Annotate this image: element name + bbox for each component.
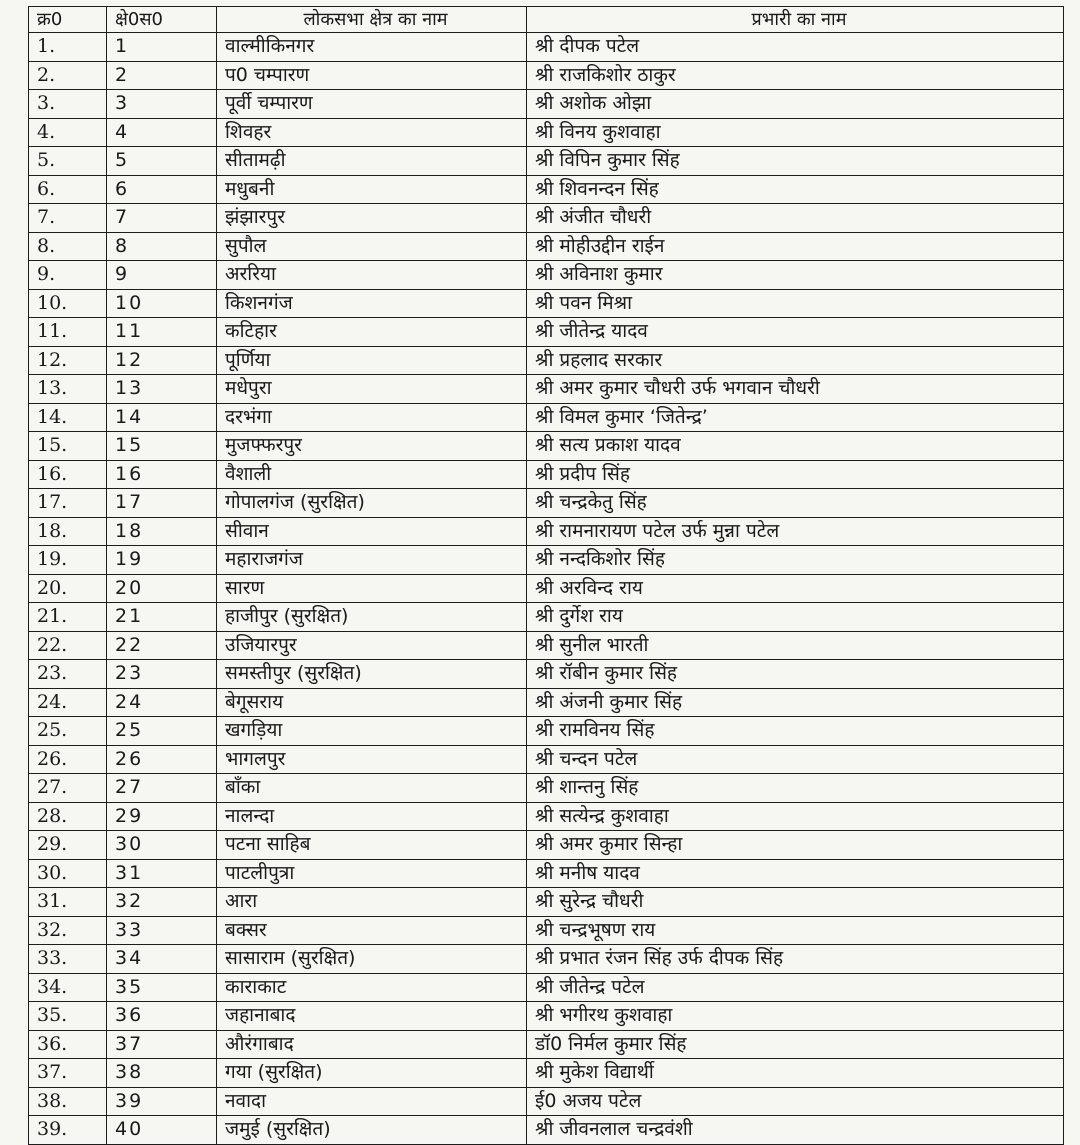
constituency-no-cell: 26 (107, 745, 217, 774)
incharge-name-cell: श्री अंजनी कुमार सिंह (527, 688, 1064, 717)
serial-cell: 29. (29, 831, 107, 860)
constituency-name-cell: सारण (217, 574, 527, 603)
incharge-name-cell: श्री पवन मिश्रा (527, 289, 1064, 318)
constituency-no-cell: 34 (107, 945, 217, 974)
incharge-name-cell: श्री सुरेन्द्र चौधरी (527, 888, 1064, 917)
constituency-name-cell: सासाराम (सुरक्षित) (217, 945, 527, 974)
incharge-name-cell: श्री चन्दन पटेल (527, 745, 1064, 774)
incharge-name-cell: श्री सुनील भारती (527, 631, 1064, 660)
incharge-name-cell: श्री जीतेन्द्र यादव (527, 318, 1064, 347)
table-row (29, 1059, 1064, 1088)
incharge-name-cell: श्री दीपक पटेल (527, 33, 1064, 62)
table-row (29, 90, 1064, 119)
table-row (29, 1116, 1064, 1145)
constituency-no-cell: 31 (107, 859, 217, 888)
constituency-name-cell: पाटलीपुत्रा (217, 859, 527, 888)
incharge-name-cell: श्री सत्येन्द्र कुशवाहा (527, 802, 1064, 831)
constituency-name-cell: अररिया (217, 261, 527, 290)
constituency-name-cell: झंझारपुर (217, 204, 527, 233)
constituency-name-cell: दरभंगा (217, 403, 527, 432)
table-row (29, 973, 1064, 1002)
table-row (29, 916, 1064, 945)
constituency-name-cell: प0 चम्पारण (217, 61, 527, 90)
constituency-name-cell: किशनगंज (217, 289, 527, 318)
constituency-name-cell: समस्तीपुर (सुरक्षित) (217, 660, 527, 689)
constituency-no-cell: 5 (107, 147, 217, 176)
table-row (29, 802, 1064, 831)
constituency-no-cell: 12 (107, 346, 217, 375)
constituency-no-cell: 29 (107, 802, 217, 831)
table-row (29, 33, 1064, 62)
incharge-name-cell: श्री रामनारायण पटेल उर्फ मुन्ना पटेल (527, 517, 1064, 546)
table-row (29, 660, 1064, 689)
serial-cell: 10. (29, 289, 107, 318)
serial-cell: 20. (29, 574, 107, 603)
constituency-name-cell: बाँका (217, 774, 527, 803)
incharge-name-cell: ई0 अजय पटेल (527, 1087, 1064, 1116)
constituency-no-cell: 35 (107, 973, 217, 1002)
serial-cell: 6. (29, 175, 107, 204)
table-row (29, 403, 1064, 432)
table-row (29, 745, 1064, 774)
incharge-name-cell: श्री चन्द्रकेतु सिंह (527, 489, 1064, 518)
constituency-name-cell: सीवान (217, 517, 527, 546)
serial-cell: 28. (29, 802, 107, 831)
constituency-no-cell: 1 (107, 33, 217, 62)
constituency-name-cell: मधेपुरा (217, 375, 527, 404)
constituency-name-cell: गोपालगंज (सुरक्षित) (217, 489, 527, 518)
table-row (29, 204, 1064, 233)
serial-cell: 9. (29, 261, 107, 290)
serial-cell: 5. (29, 147, 107, 176)
table-row (29, 318, 1064, 347)
constituency-no-cell: 20 (107, 574, 217, 603)
table-row (29, 489, 1064, 518)
constituency-name-cell: औरंगाबाद (217, 1030, 527, 1059)
incharge-name-cell: श्री भगीरथ कुशवाहा (527, 1002, 1064, 1031)
serial-cell: 17. (29, 489, 107, 518)
incharge-name-cell: श्री अंजीत चौधरी (527, 204, 1064, 233)
incharge-name-cell: श्री प्रभात रंजन सिंह उर्फ दीपक सिंह (527, 945, 1064, 974)
constituency-no-cell: 11 (107, 318, 217, 347)
constituency-no-cell: 22 (107, 631, 217, 660)
serial-cell: 32. (29, 916, 107, 945)
incharge-name-cell: श्री प्रहलाद सरकार (527, 346, 1064, 375)
table-row (29, 888, 1064, 917)
incharge-name-cell: डॉ0 निर्मल कुमार सिंह (527, 1030, 1064, 1059)
table-row (29, 631, 1064, 660)
incharge-name-cell: श्री रामविनय सिंह (527, 717, 1064, 746)
header-incharge-name: प्रभारी का नाम (527, 7, 1064, 33)
serial-cell: 34. (29, 973, 107, 1002)
incharge-name-cell: श्री प्रदीप सिंह (527, 460, 1064, 489)
constituency-name-cell: वैशाली (217, 460, 527, 489)
serial-cell: 35. (29, 1002, 107, 1031)
incharge-name-cell: श्री विनय कुशवाहा (527, 118, 1064, 147)
incharge-name-cell: श्री जीवनलाल चन्द्रवंशी (527, 1116, 1064, 1145)
constituency-name-cell: नवादा (217, 1087, 527, 1116)
header-constituency-name: लोकसभा क्षेत्र का नाम (217, 7, 527, 33)
serial-cell: 7. (29, 204, 107, 233)
table-row (29, 831, 1064, 860)
incharge-table (28, 6, 1064, 1145)
serial-cell: 19. (29, 546, 107, 575)
constituency-no-cell: 9 (107, 261, 217, 290)
table-row (29, 346, 1064, 375)
constituency-no-cell: 32 (107, 888, 217, 917)
constituency-no-cell: 38 (107, 1059, 217, 1088)
constituency-no-cell: 10 (107, 289, 217, 318)
serial-cell: 4. (29, 118, 107, 147)
constituency-name-cell: खगड़िया (217, 717, 527, 746)
constituency-no-cell: 17 (107, 489, 217, 518)
serial-cell: 16. (29, 460, 107, 489)
constituency-name-cell: सीतामढ़ी (217, 147, 527, 176)
constituency-name-cell: सुपौल (217, 232, 527, 261)
constituency-name-cell: उजियारपुर (217, 631, 527, 660)
constituency-name-cell: शिवहर (217, 118, 527, 147)
constituency-name-cell: आरा (217, 888, 527, 917)
constituency-name-cell: हाजीपुर (सुरक्षित) (217, 603, 527, 632)
constituency-name-cell: वाल्मीकिनगर (217, 33, 527, 62)
table-row (29, 1087, 1064, 1116)
constituency-no-cell: 21 (107, 603, 217, 632)
constituency-name-cell: पूर्वी चम्पारण (217, 90, 527, 119)
constituency-no-cell: 23 (107, 660, 217, 689)
table-row (29, 175, 1064, 204)
serial-cell: 15. (29, 432, 107, 461)
incharge-name-cell: श्री सत्य प्रकाश यादव (527, 432, 1064, 461)
table-row (29, 517, 1064, 546)
incharge-name-cell: श्री मुकेश विद्यार्थी (527, 1059, 1064, 1088)
incharge-name-cell: श्री विपिन कुमार सिंह (527, 147, 1064, 176)
table-row (29, 688, 1064, 717)
constituency-no-cell: 37 (107, 1030, 217, 1059)
serial-cell: 3. (29, 90, 107, 119)
incharge-name-cell: श्री मोहीउद्दीन राईन (527, 232, 1064, 261)
constituency-no-cell: 15 (107, 432, 217, 461)
serial-cell: 22. (29, 631, 107, 660)
incharge-name-cell: श्री जीतेन्द्र पटेल (527, 973, 1064, 1002)
serial-cell: 36. (29, 1030, 107, 1059)
table-row (29, 118, 1064, 147)
incharge-name-cell: श्री नन्दकिशोर सिंह (527, 546, 1064, 575)
table-row (29, 375, 1064, 404)
table-row (29, 289, 1064, 318)
constituency-name-cell: काराकाट (217, 973, 527, 1002)
constituency-name-cell: भागलपुर (217, 745, 527, 774)
serial-cell: 31. (29, 888, 107, 917)
constituency-no-cell: 16 (107, 460, 217, 489)
constituency-no-cell: 8 (107, 232, 217, 261)
constituency-no-cell: 27 (107, 774, 217, 803)
constituency-name-cell: गया (सुरक्षित) (217, 1059, 527, 1088)
serial-cell: 18. (29, 517, 107, 546)
serial-cell: 12. (29, 346, 107, 375)
constituency-name-cell: पूर्णिया (217, 346, 527, 375)
constituency-name-cell: पटना साहिब (217, 831, 527, 860)
constituency-no-cell: 6 (107, 175, 217, 204)
table-row (29, 1030, 1064, 1059)
serial-cell: 14. (29, 403, 107, 432)
incharge-name-cell: श्री शिवनन्दन सिंह (527, 175, 1064, 204)
constituency-no-cell: 39 (107, 1087, 217, 1116)
constituency-no-cell: 24 (107, 688, 217, 717)
constituency-no-cell: 40 (107, 1116, 217, 1145)
serial-cell: 33. (29, 945, 107, 974)
constituency-name-cell: बक्सर (217, 916, 527, 945)
incharge-name-cell: श्री अरविन्द राय (527, 574, 1064, 603)
serial-cell: 2. (29, 61, 107, 90)
constituency-name-cell: महाराजगंज (217, 546, 527, 575)
serial-cell: 11. (29, 318, 107, 347)
serial-cell: 21. (29, 603, 107, 632)
header-serial: क्र0 (29, 7, 107, 33)
table-row (29, 1002, 1064, 1031)
table-row (29, 717, 1064, 746)
incharge-name-cell: श्री चन्द्रभूषण राय (527, 916, 1064, 945)
table-row (29, 574, 1064, 603)
incharge-name-cell: श्री मनीष यादव (527, 859, 1064, 888)
table-row (29, 774, 1064, 803)
incharge-name-cell: श्री दुर्गेश राय (527, 603, 1064, 632)
table-row (29, 945, 1064, 974)
incharge-name-cell: श्री अमर कुमार सिन्हा (527, 831, 1064, 860)
serial-cell: 13. (29, 375, 107, 404)
constituency-no-cell: 36 (107, 1002, 217, 1031)
constituency-name-cell: बेगूसराय (217, 688, 527, 717)
constituency-no-cell: 25 (107, 717, 217, 746)
constituency-no-cell: 33 (107, 916, 217, 945)
constituency-name-cell: जहानाबाद (217, 1002, 527, 1031)
serial-cell: 1. (29, 33, 107, 62)
table-row (29, 232, 1064, 261)
constituency-no-cell: 14 (107, 403, 217, 432)
table-row (29, 859, 1064, 888)
table-row (29, 61, 1064, 90)
constituency-no-cell: 18 (107, 517, 217, 546)
incharge-name-cell: श्री विमल कुमार ‘जितेन्द्र’ (527, 403, 1064, 432)
constituency-name-cell: कटिहार (217, 318, 527, 347)
constituency-no-cell: 30 (107, 831, 217, 860)
table-row (29, 603, 1064, 632)
constituency-no-cell: 13 (107, 375, 217, 404)
serial-cell: 27. (29, 774, 107, 803)
serial-cell: 25. (29, 717, 107, 746)
serial-cell: 37. (29, 1059, 107, 1088)
table-row (29, 546, 1064, 575)
incharge-name-cell: श्री अशोक ओझा (527, 90, 1064, 119)
serial-cell: 38. (29, 1087, 107, 1116)
serial-cell: 39. (29, 1116, 107, 1145)
constituency-name-cell: मधुबनी (217, 175, 527, 204)
incharge-name-cell: श्री अमर कुमार चौधरी उर्फ भगवान चौधरी (527, 375, 1064, 404)
constituency-no-cell: 3 (107, 90, 217, 119)
constituency-no-cell: 19 (107, 546, 217, 575)
serial-cell: 24. (29, 688, 107, 717)
table-row (29, 432, 1064, 461)
serial-cell: 26. (29, 745, 107, 774)
serial-cell: 8. (29, 232, 107, 261)
serial-cell: 23. (29, 660, 107, 689)
table-row (29, 460, 1064, 489)
constituency-name-cell: नालन्दा (217, 802, 527, 831)
constituency-name-cell: मुजफ्फरपुर (217, 432, 527, 461)
incharge-name-cell: श्री राजकिशोर ठाकुर (527, 61, 1064, 90)
header-constituency-no: क्षे0स0 (107, 7, 217, 33)
table-row (29, 261, 1064, 290)
constituency-no-cell: 7 (107, 204, 217, 233)
serial-cell: 30. (29, 859, 107, 888)
incharge-name-cell: श्री अविनाश कुमार (527, 261, 1064, 290)
constituency-no-cell: 2 (107, 61, 217, 90)
constituency-no-cell: 4 (107, 118, 217, 147)
incharge-name-cell: श्री रॉबीन कुमार सिंह (527, 660, 1064, 689)
table-header-row (29, 7, 1064, 33)
constituency-name-cell: जमुई (सुरक्षित) (217, 1116, 527, 1145)
incharge-name-cell: श्री शान्तनु सिंह (527, 774, 1064, 803)
table-row (29, 147, 1064, 176)
